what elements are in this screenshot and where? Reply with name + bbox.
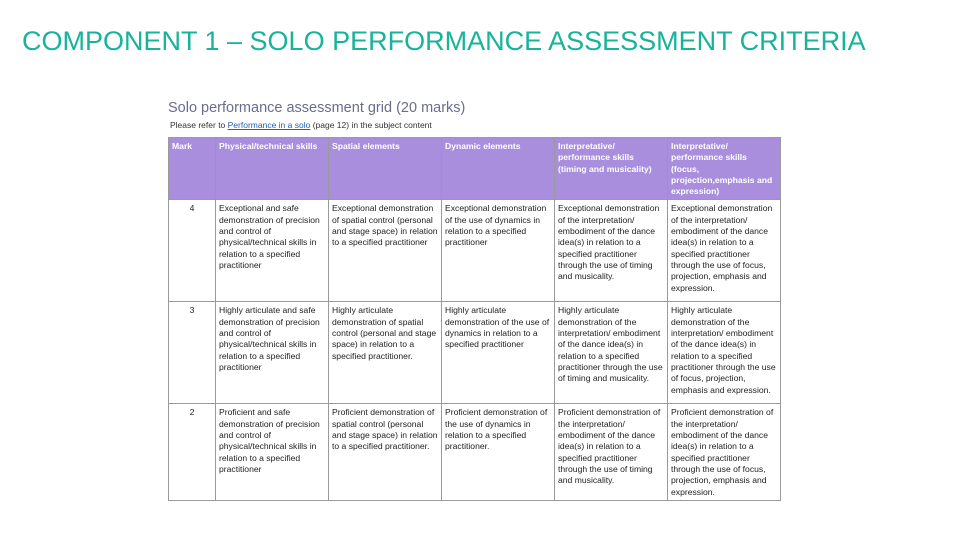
table-cell: Exceptional demonstration of the interpretation/ embodiment of the dance idea(s) in relation to a specified practitioner through the use of timing and musicality. <box>555 200 668 302</box>
grid-heading: Solo performance assessment grid (20 marks) <box>168 100 466 116</box>
mark-cell: 4 <box>169 200 216 302</box>
header-mark: Mark <box>169 138 216 200</box>
table-row <box>169 302 781 404</box>
header-dynamic-elements: Dynamic elements <box>442 138 555 200</box>
table-cell: Proficient demonstration of spatial control (personal and stage space) in relation to a specified practitioner. <box>329 404 442 500</box>
reference-suffix: (page 12) in the subject content <box>310 120 432 130</box>
header-focus-projection: Interpretative/ performance skills (focus, projection,emphasis and expression) <box>668 138 781 200</box>
table-cell: Proficient demonstration of the interpretation/ embodiment of the dance idea(s) in relation to a specified practitioner through the use of timing and musicality. <box>555 404 668 500</box>
table-cell: Highly articulate demonstration of the interpretation/ embodiment of the dance idea(s) in relation to a specified practitioner through the use of focus, projection, emphasis and expression. <box>668 302 781 404</box>
header-timing-musicality: Interpretative/ performance skills (timing and musicality) <box>555 138 668 200</box>
mark-cell: 2 <box>169 404 216 500</box>
table-cell: Highly articulate demonstration of the interpretation/ embodiment of the dance idea(s) in relation to a specified practitioner through the use of timing and musicality. <box>555 302 668 404</box>
table-cell: Highly articulate and safe demonstration of precision and control of physical/technical skills in relation to a specified practitioner <box>216 302 329 404</box>
reference-prefix: Please refer to <box>170 120 228 130</box>
table-cell: Highly articulate demonstration of the use of dynamics in relation to a specified practitioner <box>442 302 555 404</box>
header-physical-technical-skills: Physical/technical skills <box>216 138 329 200</box>
table-row <box>169 404 781 500</box>
table-cell: Proficient demonstration of the use of dynamics in relation to a specified practitioner. <box>442 404 555 500</box>
performance-in-a-solo-link[interactable]: Performance in a solo <box>227 120 311 130</box>
table-cell: Exceptional demonstration of the use of dynamics in relation to a specified practitioner <box>442 200 555 302</box>
mark-cell: 3 <box>169 302 216 404</box>
reference-note <box>170 120 783 131</box>
table-row <box>169 200 781 302</box>
table-cell: Exceptional and safe demonstration of precision and control of physical/technical skills in relation to a specified practitioner <box>216 200 329 302</box>
assessment-document <box>168 98 783 501</box>
slide-title: COMPONENT 1 – SOLO PERFORMANCE ASSESSMENT CRITERIA <box>22 26 866 56</box>
table-cell: Exceptional demonstration of spatial control (personal and stage space) in relation to a specified practitioner <box>329 200 442 302</box>
table-cell: Exceptional demonstration of the interpretation/ embodiment of the dance idea(s) in relation to a specified practitioner through the use of focus, projection, emphasis and expression. <box>668 200 781 302</box>
table-cell: Highly articulate demonstration of spatial control (personal and stage space) in relation to a specified practitioner. <box>329 302 442 404</box>
header-spatial-elements: Spatial elements <box>329 138 442 200</box>
table-cell: Proficient demonstration of the interpretation/ embodiment of the dance idea(s) in relation to a specified practitioner through the use of focus, projection, emphasis and expression. <box>668 404 781 500</box>
table-cell: Proficient and safe demonstration of precision and control of physical/technical skills in relation to a specified practitioner <box>216 404 329 500</box>
assessment-grid-table <box>168 137 781 501</box>
table-header-row <box>169 138 781 200</box>
